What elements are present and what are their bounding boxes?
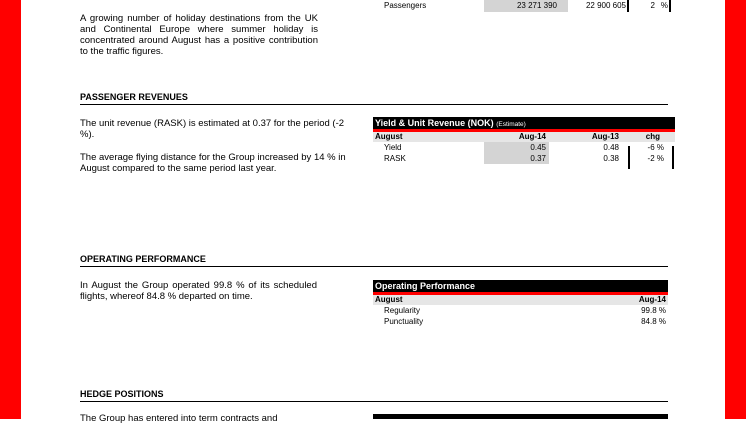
table-divider — [627, 0, 629, 12]
row-value: 84.8 % — [641, 317, 666, 326]
col-aug14: Aug-14 — [638, 295, 666, 304]
col-aug13: Aug-13 — [591, 132, 619, 141]
table-header-row — [373, 132, 675, 142]
flying-distance-paragraph: The average flying distance for the Group increased by 14 % in August compared to the same period last year. — [80, 152, 346, 174]
table-title — [373, 117, 675, 129]
row-chg: -6 % — [647, 143, 664, 152]
operating-performance-paragraph: In August the Group operated 99.8 % of its scheduled flights, whereof 84.8 % departed on time. — [80, 280, 317, 302]
passengers-chg: 2 — [650, 1, 655, 10]
section-heading-hedge-positions: HEDGE POSITIONS — [80, 389, 668, 402]
passengers-table-fragment — [371, 0, 675, 13]
row-aug13: 0.38 — [603, 154, 619, 163]
table-row — [373, 316, 668, 327]
row-value: 99.8 % — [641, 306, 666, 315]
row-label: RASK — [384, 154, 406, 163]
col-chg: chg — [645, 132, 660, 141]
table-title — [373, 280, 668, 292]
yield-unit-revenue-table — [373, 117, 675, 164]
col-august: August — [375, 295, 403, 304]
row-aug13: 0.48 — [603, 143, 619, 152]
table-divider — [672, 146, 674, 169]
table-title-note: (Estimate) — [496, 121, 526, 128]
hedge-table-title-bar — [373, 414, 668, 419]
passengers-label: Passengers — [384, 1, 427, 10]
intro-paragraph: A growing number of holiday destinations from the UK and Continental Europe where summer holiday is concentrated around August has a positive contribution to the traffic figures. — [80, 13, 318, 57]
passengers-aug14: 23 271 390 — [484, 0, 568, 12]
table-divider — [669, 0, 671, 12]
table-title-text: Yield & Unit Revenue (NOK) — [375, 118, 494, 128]
hedge-paragraph: The Group has entered into term contracts and — [80, 413, 278, 424]
row-label: Punctuality — [384, 317, 424, 326]
operating-performance-table — [373, 280, 668, 327]
row-label: Yield — [384, 143, 402, 152]
row-chg: -2 % — [647, 154, 664, 163]
row-label: Regularity — [384, 306, 421, 315]
table-header-row — [373, 295, 668, 305]
left-red-border — [0, 0, 21, 419]
col-aug14: Aug-14 — [518, 132, 546, 141]
row-aug14: 0.37 — [484, 153, 549, 164]
table-row — [373, 305, 668, 316]
section-heading-passenger-revenues: PASSENGER REVENUES — [80, 92, 668, 105]
col-august: August — [375, 132, 403, 141]
section-heading-operating-performance: OPERATING PERFORMANCE — [80, 254, 668, 267]
passengers-chg-unit: % — [660, 1, 668, 10]
row-aug14: 0.45 — [484, 142, 549, 153]
table-title-text: Operating Performance — [375, 281, 476, 291]
table-divider — [628, 146, 630, 169]
rask-paragraph: The unit revenue (RASK) is estimated at 0.37 for the period (-2 %). — [80, 118, 345, 140]
passengers-aug13: 22 900 605 — [585, 1, 626, 10]
right-red-border — [725, 0, 746, 419]
